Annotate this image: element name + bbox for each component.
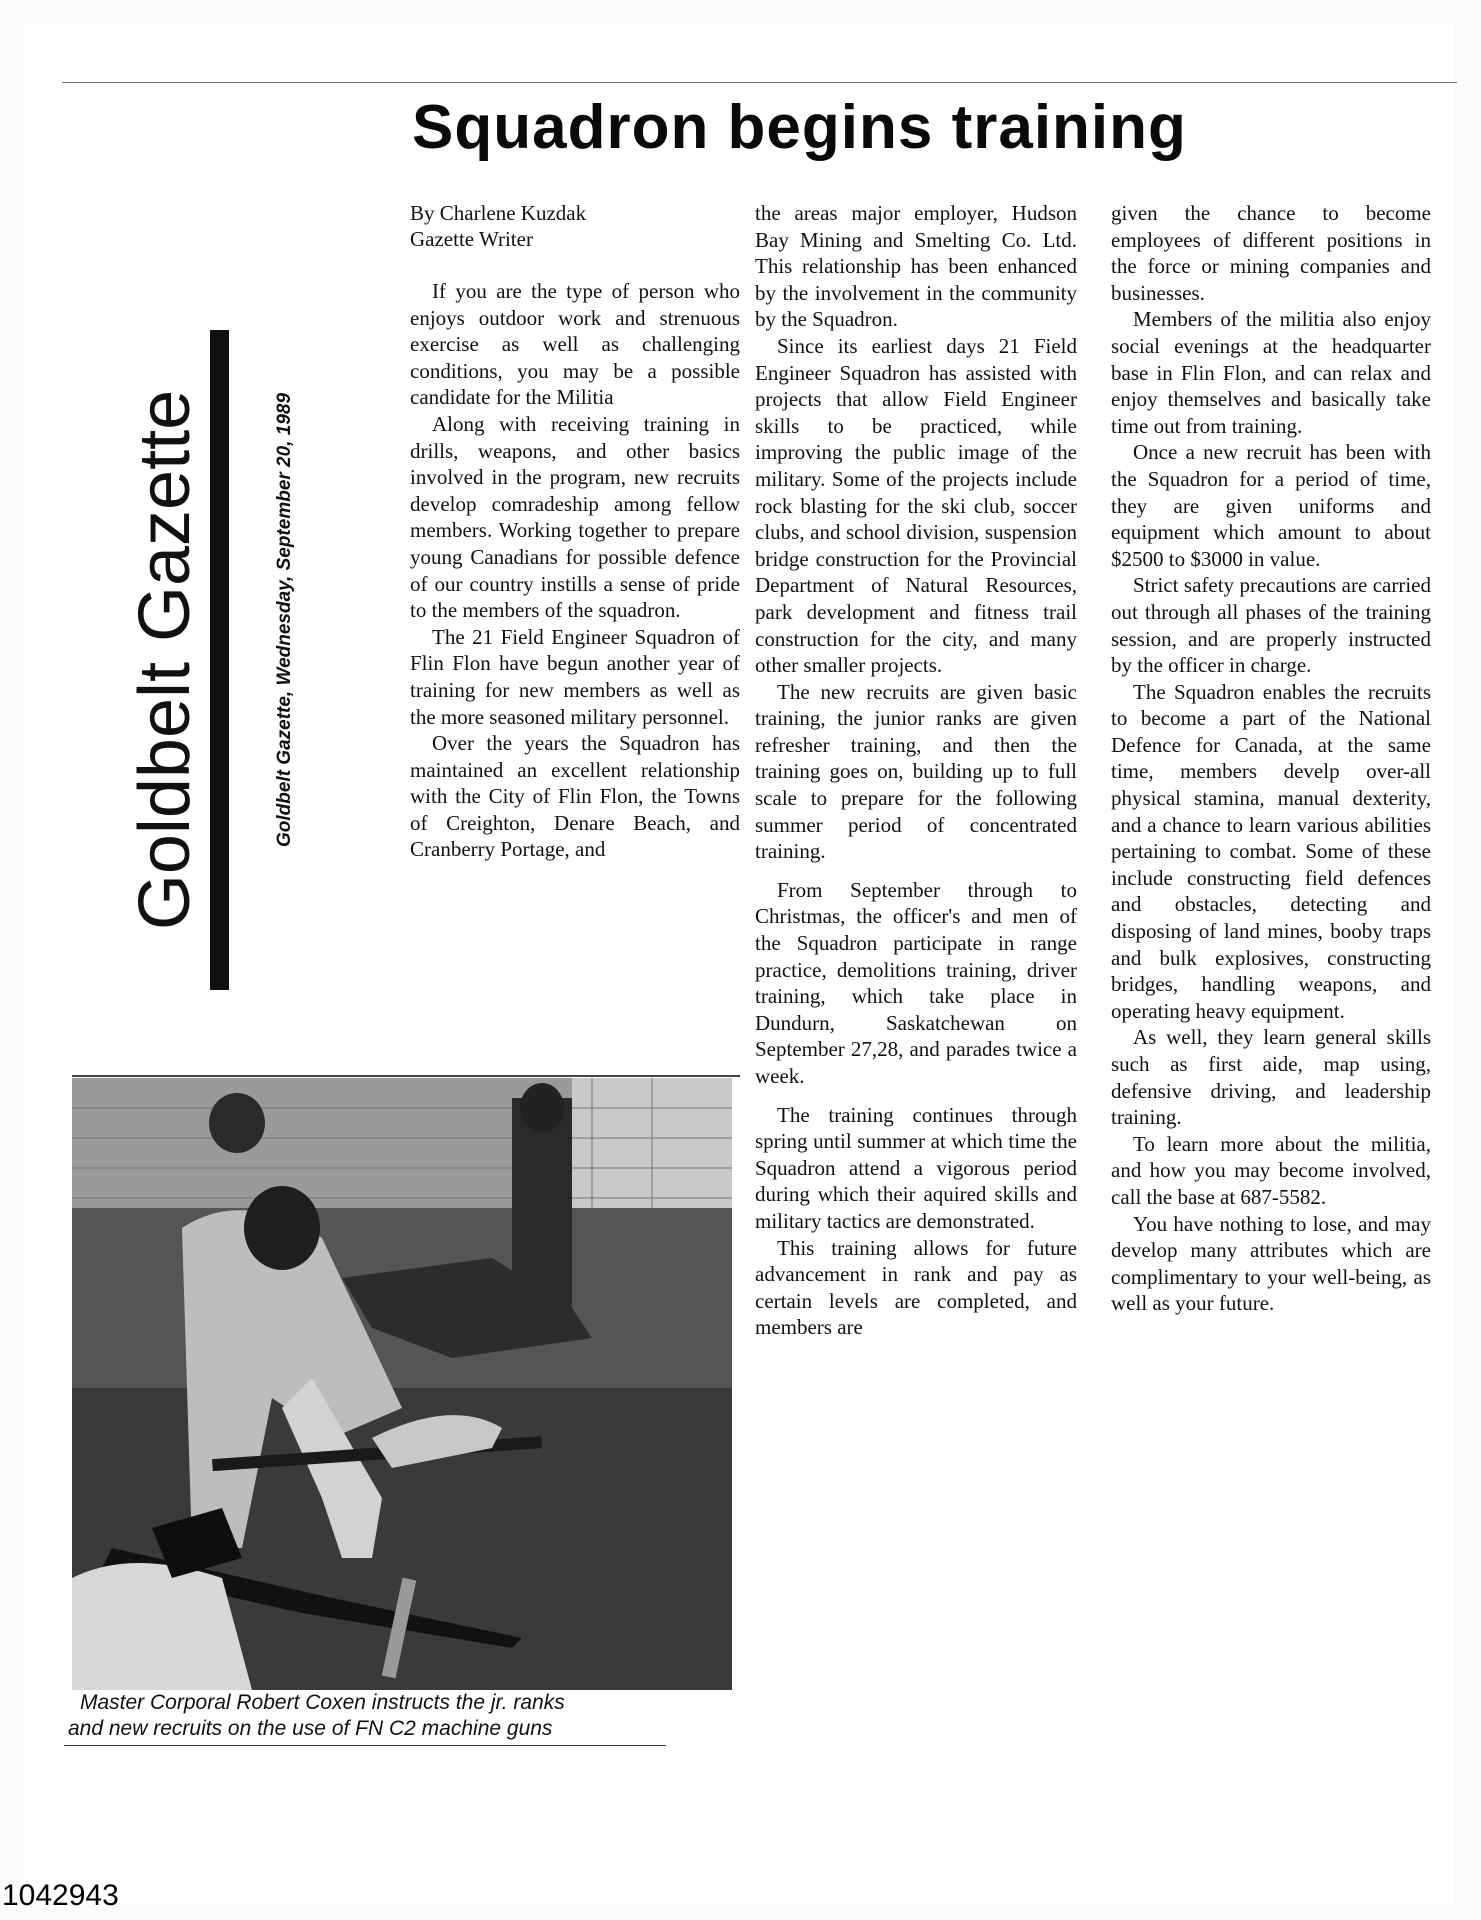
paragraph: Members of the militia also enjoy social evenings at the headquarter base in Flin Flon, and can relax and enjoy themselves and basically take time out from training. [1111,307,1431,438]
paragraph: The 21 Field Engineer Squadron of Flin Flon have begun another year of training for new members as well as the more seasoned military personnel. [410,624,740,729]
paragraph: To learn more about the militia, and how you may become involved, call the base at 687-5582. [1111,1131,1431,1209]
photo-rule [72,1075,740,1077]
paragraph: The Squadron enables the recruits to become a part of the National Defence for Canada, at the same time, members develp over-all physical stamina, manual dexterity, and a chance to learn various abilities pertaining to combat. Some of these include constructing field defences and obstacles, detecting and disposing of land mines, booby traps and bulk explosives, constructing bridges, handling weapons, and operating heavy equipment. [1111,679,1431,1023]
paragraph: Over the years the Squadron has maintained an excellent relationship with the City of Flin Flon, the Towns of Creighton, Denare Beach, and Cranberry Portage, and [410,731,740,862]
dateline-text: Goldbelt Gazette, Wednesday, September 20, 1989 [274,392,295,848]
caption-line-2: and new recruits on the use of FN C2 machine guns [68,1717,553,1740]
article-column-3 [1111,200,1431,1317]
paragraph: Along with receiving training in drills, weapons, and other basics involved in the program, new recruits develop comradeship among fellow members. Working together to prepare young Canadians for possible defence of our country instills a sense of pride to the members of the squadron. [410,411,740,623]
paragraph: The training continues through spring until summer at which time the Squadron attend a vigorous period during which their aquired skills and military tactics are demonstrated. [755,1102,1077,1233]
caption-line-1: Master Corporal Robert Coxen instructs the jr. ranks [80,1691,565,1714]
paragraph: You have nothing to lose, and may develop many attributes which are complimentary to your well-being, as well as your future. [1111,1211,1431,1316]
paragraph: This training allows for future advancement in rank and pay as certain levels are completed, and members are [755,1235,1077,1340]
byline [410,200,740,252]
paragraph: From September through to Christmas, the officer's and men of the Squadron participate in range practice, demolitions training, driver training, which take place in Dundurn, Saskatchewan on September 27,28, and parades twice a week. [755,877,1077,1088]
masthead [120,330,240,990]
photo-illustration [72,1078,732,1690]
document-id: 1042943 [2,1879,119,1912]
paragraph: the areas major employer, Hudson Bay Mining and Smelting Co. Ltd. This relationship has been enhanced by the involvement in the community by the Squadron. [755,201,1077,332]
paragraph: The new recruits are given basic training, the junior ranks are given refresher training, and then the training goes on, building up to full scale to prepare for the following summer period of concentrated training. [755,679,1077,864]
paragraph: Since its earliest days 21 Field Engineer Squadron has assisted with projects that allow Field Engineer skills to be practiced, while improving the public image of the military. Some of the projects include rock blasting for the ski club, soccer clubs, and school division, suspension bridge construction for the Provincial Department of Natural Resources, park development and fitness trail construction for the city, and many other smaller projects. [755,333,1077,678]
article-column-2 [755,200,1077,1341]
top-rule [62,82,1457,83]
article-column-1 [410,200,740,863]
paragraph: Once a new recruit has been with the Squadron for a period of time, they are given uniforms and equipment which amount to about $2500 to $3000 in value. [1111,440,1431,571]
masthead-bar [210,330,229,990]
byline-role: Gazette Writer [410,227,533,251]
paragraph: If you are the type of person who enjoys outdoor work and strenuous exercise as well as challenging conditions, you may be a possible candidate for the Militia [410,279,740,410]
caption-rule [64,1745,666,1746]
headline: Squadron begins training [412,93,1187,162]
paragraph: As well, they learn general skills such as first aide, map using, defensive driving, and leadership training. [1111,1025,1431,1130]
training-photo [72,1078,732,1690]
paragraph: given the chance to become employees of different positions in the force or mining companies and businesses. [1111,201,1431,305]
byline-author: By Charlene Kuzdak [410,201,587,225]
dateline [270,330,310,910]
publication-name: Goldbelt Gazette [125,389,205,931]
paragraph: Strict safety precautions are carried out through all phases of the training session, and are properly instructed by the officer in charge. [1111,573,1431,678]
photo-caption [68,1690,730,1742]
